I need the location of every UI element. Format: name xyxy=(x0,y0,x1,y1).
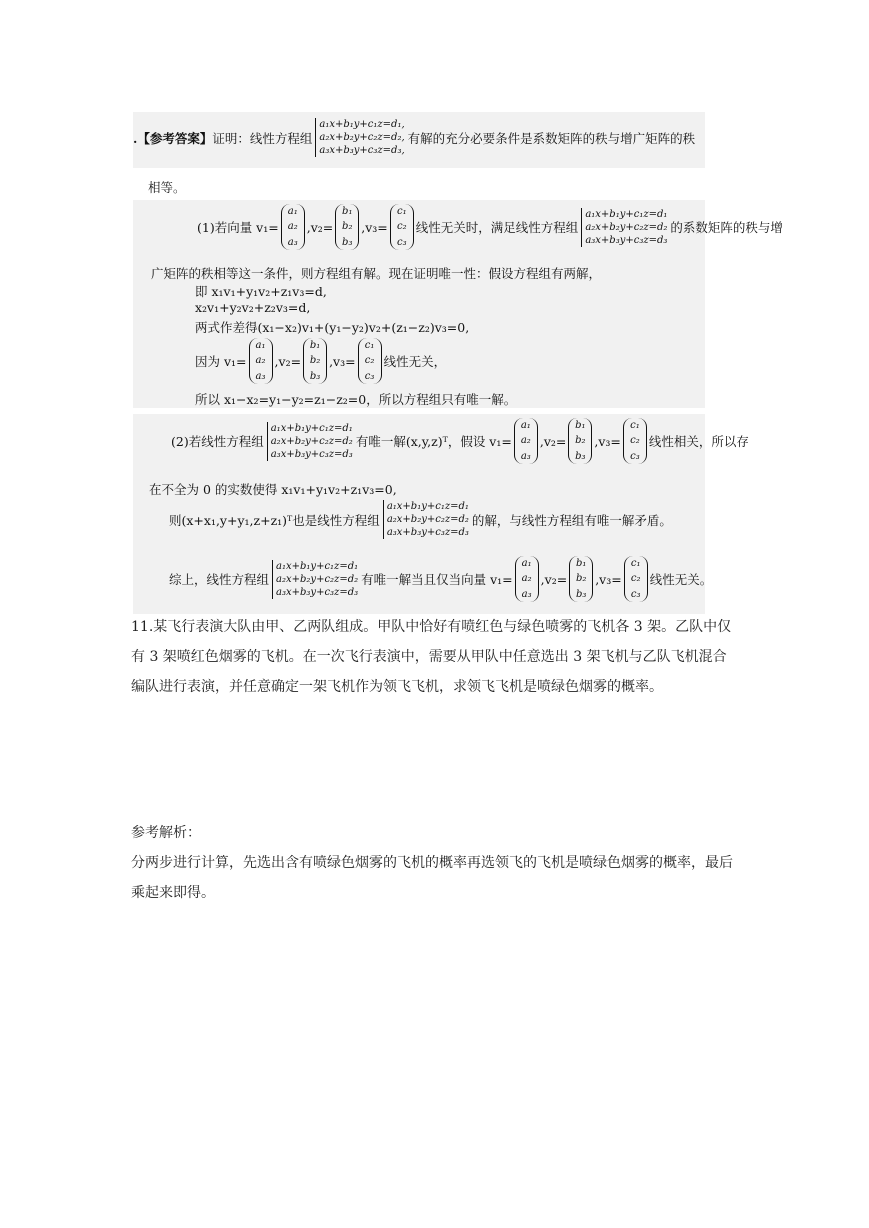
vector-v3: c₁ c₂ c₃ xyxy=(624,556,648,602)
proof-line: 所以 x₁−x₂=y₁−y₂=z₁−z₂=0，所以方程组只有唯一解。 xyxy=(195,392,517,407)
scanned-proof-part1: (1)若向量 v₁= a₁ a₂ a₃ ,v₂= b₁ b₂ b₃ ,v₃= c₁ c₂ c₃ 线性无关时，满足线性方程组 a₁x+b₁y+c₁z=d₁ a₂x+b₂y+c₂z=d₂ a₃x+b₃y+c₃z=d₃ 的系数矩阵的秩与增 广矩阵的秩相等这一条件，则方程组有解。现在证明唯一性：假设方程组有两解， 即 x₁v₁+y₁v₂+z₁v₃=d, x₂v₁+y₂v₂+z₂v₃=d, 两式作差得(x₁−x₂)v₁+(y₁−y₂)v₂+(z₁−z₂)v₃=0, 因为 v₁= a₁ a₂ a₃ ,v₂= b₁ b₂ b₃ ,v₃= c₁ c₂ c₃ 线性无关， 所以 x₁−x₂=y₁−y₂=z₁−z₂=0，所以方程组只有唯一解。 xyxy=(133,200,705,408)
answer-label: 参考解析： xyxy=(131,825,201,841)
vector-v2: b₁ b₂ b₃ xyxy=(568,418,592,464)
question-11: 11.某飞行表演大队由甲、乙两队组成。甲队中恰好有喷红色与绿色喷雾的飞机各 3 架。乙队中仅有 3 架喷红色烟雾的飞机。在一次飞行表演中，需要从甲队中任意选出 3 架飞机与乙队飞机混合编队进行表演，并任意确定一架飞机作为领飞飞机，求领飞飞机是喷绿色烟雾的概率。 xyxy=(131,619,732,695)
vector-v1: a₁ a₂ a₃ xyxy=(515,556,539,602)
vector-v3: c₁ c₂ c₃ xyxy=(390,204,414,250)
proof-text: 证明：线性方程组 xyxy=(212,130,313,146)
proof-line: x₂v₁+y₂v₂+z₂v₃=d, xyxy=(195,300,311,315)
condition-text: 有解的充分必要条件是系数矩阵的秩与增广矩阵的秩 xyxy=(407,130,696,146)
answer-body: 分两步进行计算，先选出含有喷绿色烟雾的飞机的概率再选领飞的飞机是喷绿色烟雾的概率，最后乘起来即得。 xyxy=(131,855,733,901)
vector-v3: c₁ c₂ c₃ xyxy=(358,338,382,384)
proof-line: 即 x₁v₁+y₁v₂+z₁v₃=d, xyxy=(195,284,327,299)
proof-line: 广矩阵的秩相等这一条件，则方程组有解。现在证明唯一性：假设方程组有两解， xyxy=(151,266,602,281)
scanned-answer-header xyxy=(133,112,705,168)
vector-v1: a₁ a₂ a₃ xyxy=(249,338,273,384)
equation-system: a₁x+b₁y+c₁z=d₁ a₂x+b₂y+c₂z=d₂ a₃x+b₃y+c₃z=d₃ xyxy=(581,208,667,247)
vector-v2: b₁ b₂ b₃ xyxy=(303,338,327,384)
vector-v3: c₁ c₂ c₃ xyxy=(623,418,647,464)
proof-line: 在不全为 0 的实数使得 x₁v₁+y₁v₂+z₁v₃=0, xyxy=(149,482,397,497)
equation-system: a₁x+b₁y+c₁z=d₁ a₂x+b₂y+c₂z=d₂ a₃x+b₃y+c₃z=d₃ xyxy=(272,560,358,599)
vector-v2: b₁ b₂ b₃ xyxy=(569,556,593,602)
equation-system: a₁x+b₁y+c₁z=d₁ a₂x+b₂y+c₂z=d₂ a₃x+b₃y+c₃z=d₃ xyxy=(267,422,353,461)
equation-system: a₁x+b₁y+c₁z=d₁ a₂x+b₂y+c₂z=d₂ a₃x+b₃y+c₃z=d₃ xyxy=(383,500,469,539)
equation-system: a₁x+b₁y+c₁z=d₁, a₂x+b₂y+c₂z=d₂, a₃x+b₃y+c₃z=d₃, xyxy=(315,118,404,157)
answer-lead: .【参考答案】 xyxy=(133,130,213,146)
proof-line: 两式作差得(x₁−x₂)v₁+(y₁−y₂)v₂+(z₁−z₂)v₃=0, xyxy=(195,320,470,335)
continuation-text: 相等。 xyxy=(148,180,186,195)
vector-v2: b₁ b₂ b₃ xyxy=(335,204,359,250)
vector-v1: a₁ a₂ a₃ xyxy=(514,418,538,464)
scanned-proof-part2: (2)若线性方程组 a₁x+b₁y+c₁z=d₁ a₂x+b₂y+c₂z=d₂ a₃x+b₃y+c₃z=d₃ 有唯一解(x,y,z)ᵀ，假设 v₁= a₁ a₂ a₃ ,v₂= b₁ b₂ b₃ ,v₃= c₁ c₂ c₃ 线性相关，所以存 在不全为 0 的实数使得 x₁v₁+y₁v₂+z₁v₃=0, 则(x+x₁,y+y₁,z+z₁)ᵀ也是线性方程组 a₁x+b₁y+c₁z=d₁ a₂x+b₂y+c₂z=d₂ a₃x+b₃y+c₃z=d₃ 的解，与线性方程组有唯一解矛盾。 综上，线性方程组 a₁x+b₁y+c₁z=d₁ a₂x+b₂y+c₂z=d₂ a₃x+b₃y+c₃z=d₃ 有唯一解当且仅当向量 v₁= a₁ a₂ a₃ ,v₂= b₁ b₂ b₃ ,v₃= c₁ c₂ c₃ 线性无关。 xyxy=(133,414,705,614)
vector-v1: a₁ a₂ a₃ xyxy=(281,204,305,250)
